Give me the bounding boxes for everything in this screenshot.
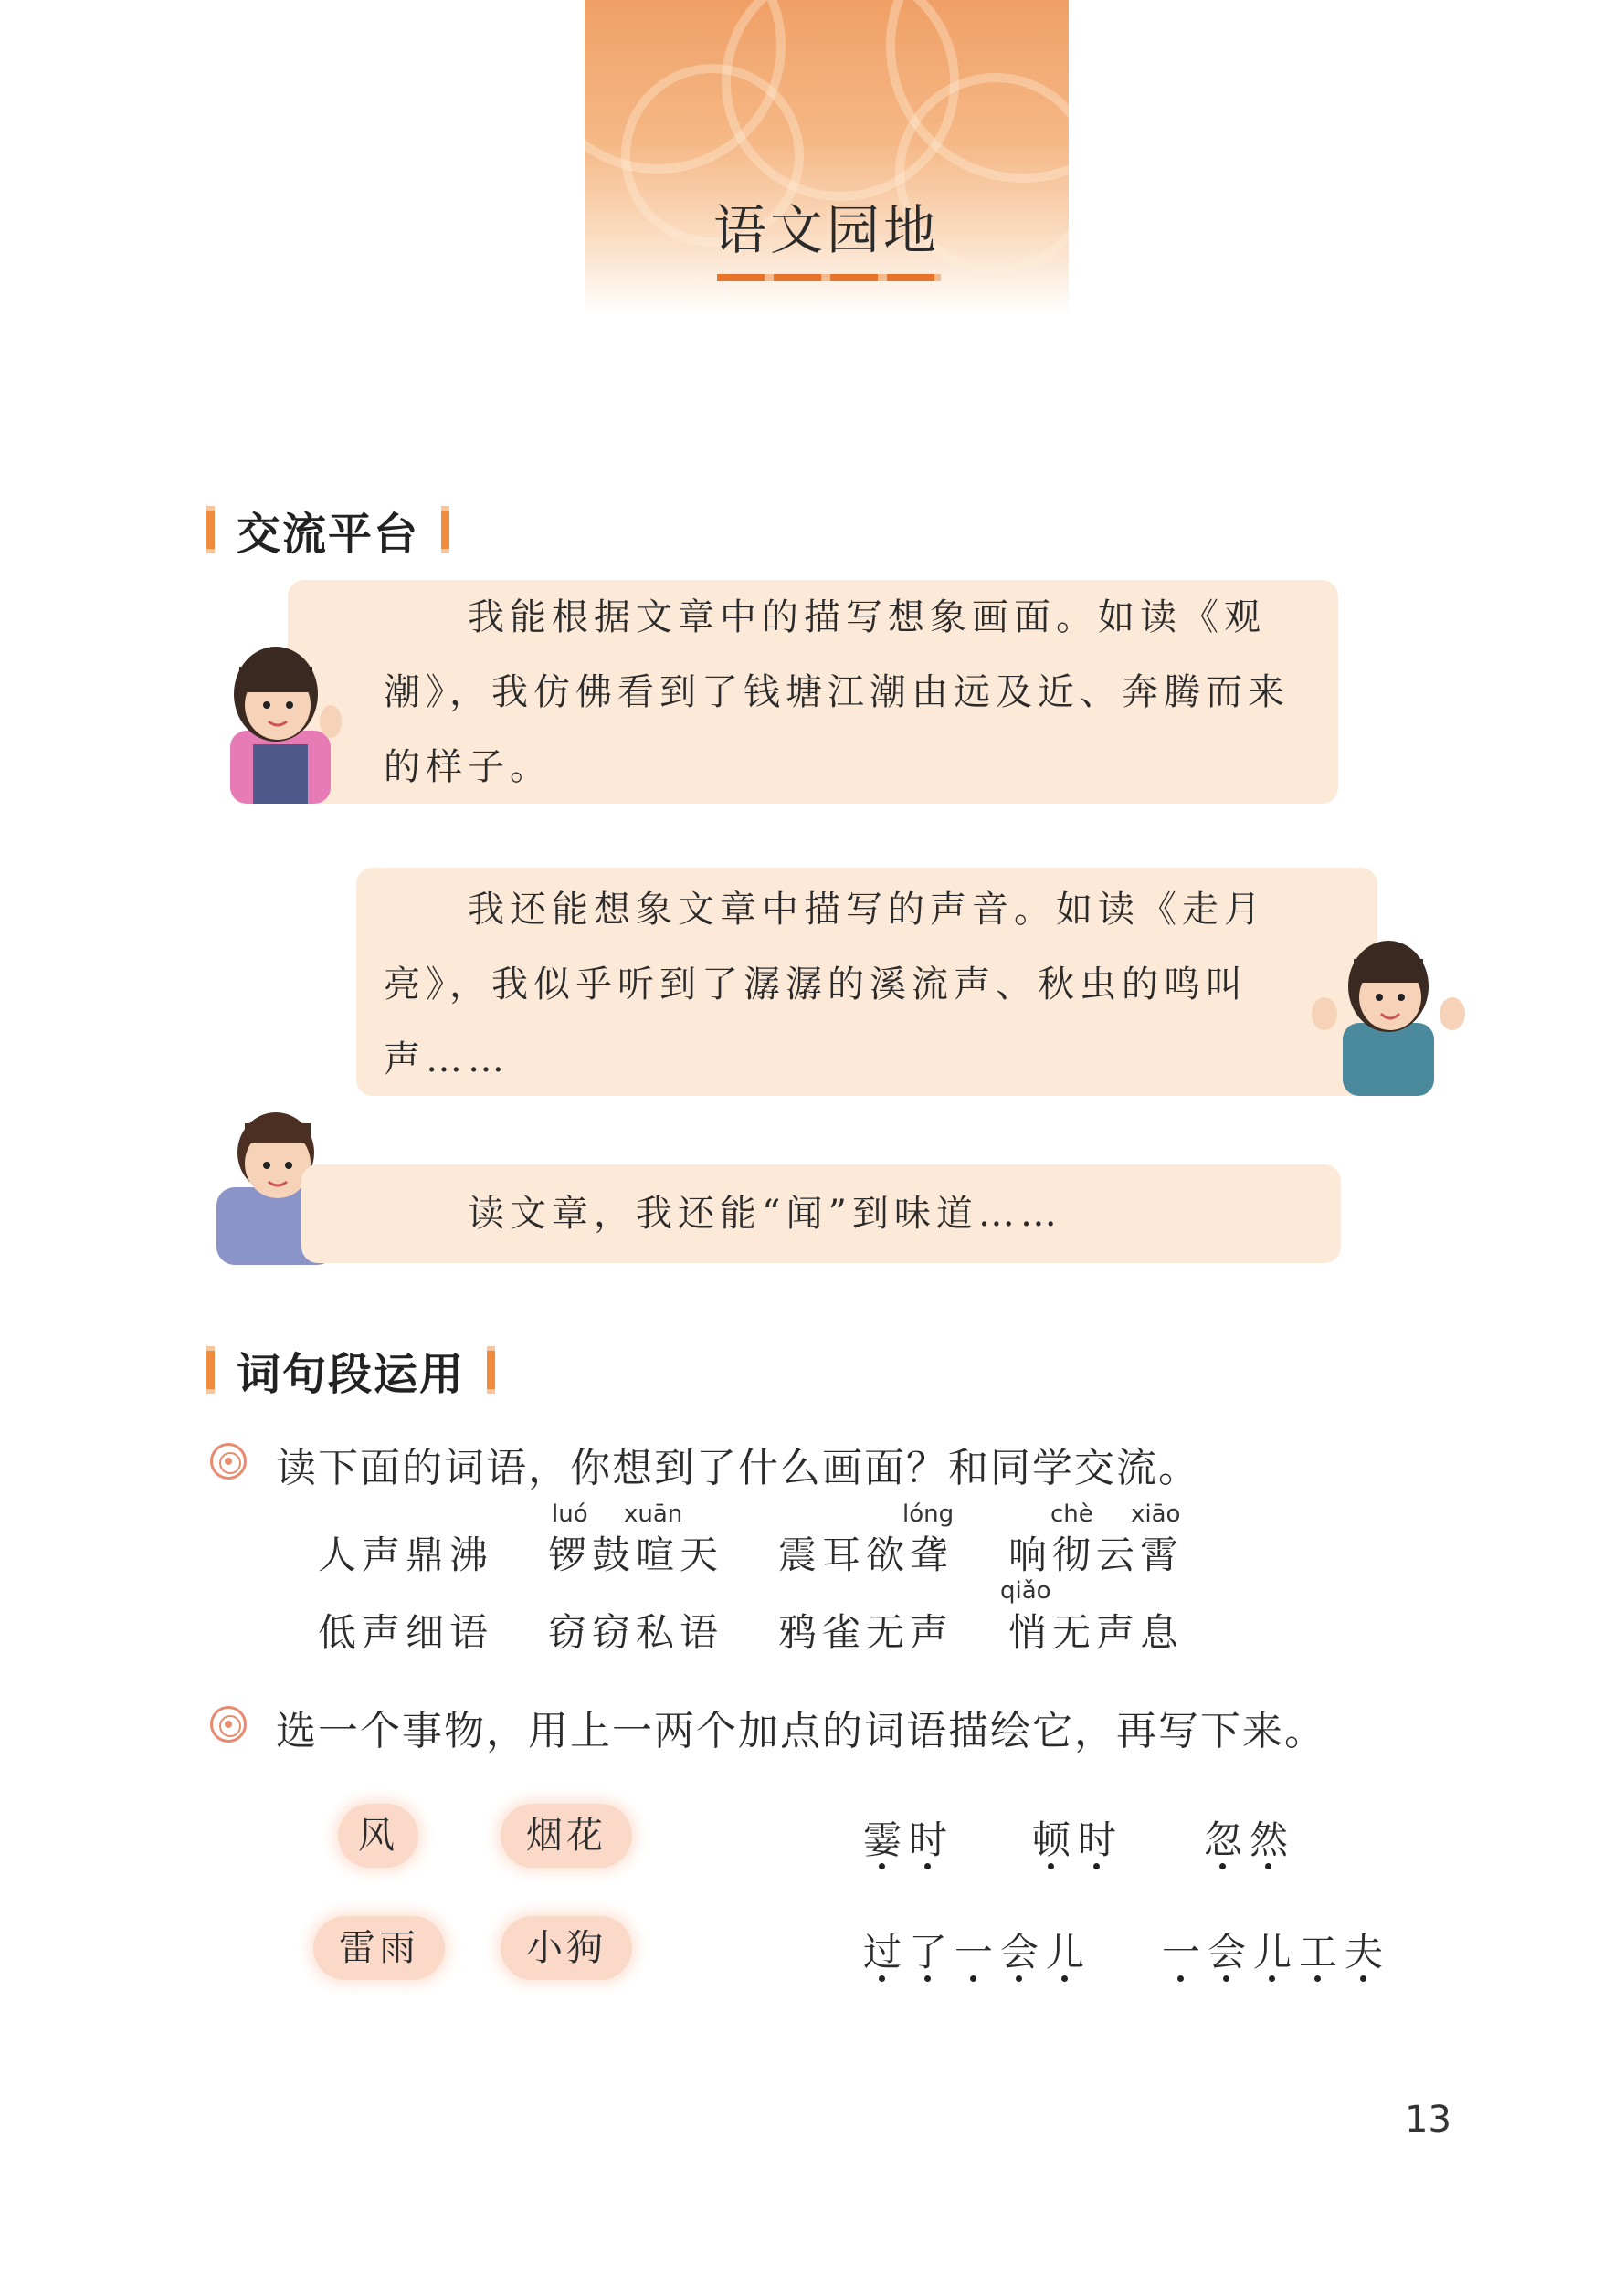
girl-avatar-1 (203, 630, 358, 804)
thing-pill: 烟花 (501, 1804, 632, 1868)
word-item: 响彻云霄 (1008, 1532, 1185, 1577)
bubble-3-text: 读文章，我还能“闻”到味道…… (384, 1193, 1062, 1235)
emphasis-dots (863, 1975, 1092, 1983)
pinyin-che: chè (1050, 1501, 1093, 1528)
word-item: 鸦雀无声 (778, 1610, 955, 1655)
emphasis-dots (1204, 1863, 1295, 1870)
thing-pill: 小狗 (501, 1916, 632, 1980)
pinyin-xiao: xiāo (1131, 1501, 1181, 1528)
pinyin-luo: luó (552, 1501, 588, 1528)
page-title: 语文园地 (712, 199, 940, 261)
bubble-1-text: 我能根据文章中的描写想象画面。如读《观 潮》，我仿佛看到了钱塘江潮由远及近、奔腾而来 的样子。 (384, 596, 1290, 788)
emphasis-dots (863, 1863, 955, 1870)
pinyin-xuan: xuān (624, 1501, 683, 1528)
dotted-word: 顿时 (1032, 1817, 1124, 1862)
girl-avatar-2 (1306, 922, 1471, 1096)
section-heading-usage (206, 1338, 495, 1402)
header-banner (585, 0, 1069, 315)
thing-pill: 雷雨 (313, 1916, 445, 1980)
title-underline (717, 274, 941, 281)
emphasis-dots (1162, 1975, 1390, 1983)
word-item: 悄无声息 (1008, 1610, 1185, 1655)
dotted-word: 霎时 (863, 1817, 955, 1862)
bullet-icon (210, 1706, 247, 1743)
bullet-icon (210, 1443, 247, 1480)
word-item: 锣鼓喧天 (548, 1532, 724, 1577)
emphasis-dots (1032, 1863, 1123, 1870)
word-item: 窃窃私语 (548, 1610, 724, 1655)
pinyin-qiao: qiǎo (1000, 1577, 1051, 1605)
dotted-word: 一会儿工夫 (1162, 1930, 1391, 1975)
dotted-word: 忽然 (1204, 1817, 1296, 1862)
section-heading-exchange (206, 498, 449, 562)
bubble-2-text: 我还能想象文章中描写的声音。如读《走月 亮》，我似乎听到了潺潺的溪流声、秋虫的鸣叫 声…… (384, 889, 1266, 1080)
page-number: 13 (1405, 2099, 1451, 2141)
instruction-2: 选一个事物，用上一两个加点的词语描绘它，再写下来。 (276, 1708, 1326, 1754)
thing-pill: 风 (338, 1804, 418, 1868)
section-title: 交流平台 (237, 508, 420, 560)
dotted-word: 过了一会儿 (863, 1930, 1092, 1975)
word-item: 人声鼎沸 (318, 1532, 494, 1577)
word-item: 低声细语 (318, 1610, 494, 1655)
pinyin-long: lóng (902, 1501, 955, 1528)
word-item: 震耳欲聋 (778, 1532, 955, 1577)
section-title: 词句段运用 (237, 1348, 466, 1400)
instruction-1: 读下面的词语，你想到了什么画面？和同学交流。 (276, 1445, 1200, 1491)
